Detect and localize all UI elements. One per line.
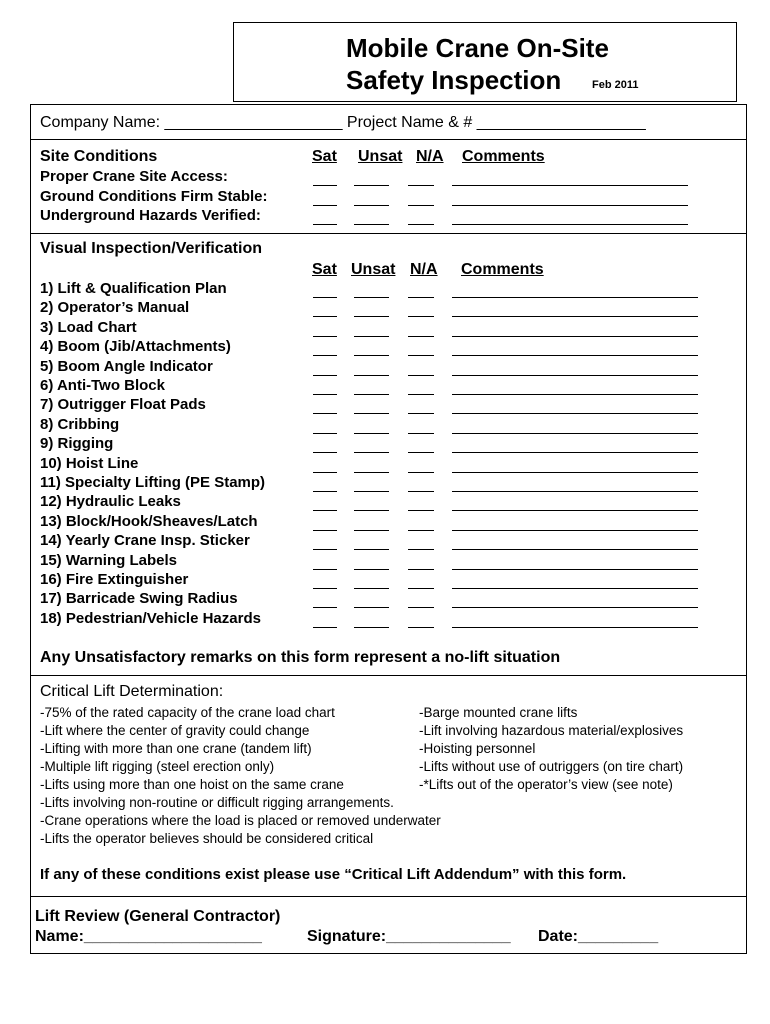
na-blank[interactable] [408,224,434,225]
sat-blank[interactable] [313,185,337,186]
inspection-item-label: 13) Block/Hook/Sheaves/Latch [40,512,258,530]
critical-lift-condition: -Lifts without use of outriggers (on tire chart) [419,759,684,774]
inspection-item-label: 1) Lift & Qualification Plan [40,280,227,297]
critical-lift-condition: -Lifts involving non-routine or difficult rigging arrangements. [40,795,394,810]
col-comments: Comments [462,148,545,165]
unsat-blank[interactable] [354,549,389,550]
na-blank[interactable] [408,205,434,206]
na-blank[interactable] [408,588,434,589]
comments-blank[interactable] [452,452,698,453]
divider [31,233,746,234]
critical-lift-condition: -75% of the rated capacity of the crane load chart [40,705,335,720]
sat-blank[interactable] [313,433,337,434]
site-condition-label: Underground Hazards Verified: [40,207,261,224]
divider [31,896,746,897]
critical-lift-condition: -Lifts using more than one hoist on the same crane [40,777,344,792]
unsat-blank[interactable] [354,205,389,206]
inspection-item-label: 5) Boom Angle Indicator [40,357,213,375]
critical-lift-condition: -Barge mounted crane lifts [419,705,578,720]
na-blank[interactable] [408,472,434,473]
na-blank[interactable] [408,452,434,453]
unsat-blank[interactable] [354,607,389,608]
addendum-note: If any of these conditions exist please use “Critical Lift Addendum” with this form. [40,866,627,883]
signature-field[interactable]: Signature:______________ [307,928,511,945]
na-blank[interactable] [408,607,434,608]
na-blank[interactable] [408,433,434,434]
sat-blank[interactable] [313,491,337,492]
comments-blank[interactable] [452,205,688,206]
unsat-blank[interactable] [354,394,389,395]
comments-blank[interactable] [452,355,698,356]
critical-lift-condition: -Lifting with more than one crane (tandem lift) [40,741,312,756]
comments-blank[interactable] [452,549,698,550]
na-blank[interactable] [408,394,434,395]
unsat-blank[interactable] [354,316,389,317]
company-project-row[interactable]: Company Name: ____________________ Project Name & # ___________________ [40,114,646,131]
sat-blank[interactable] [313,510,337,511]
sat-blank[interactable] [313,394,337,395]
form-date: Feb 2011 [592,79,639,91]
site-condition-label: Proper Crane Site Access: [40,168,228,185]
inspection-item-label: 11) Specialty Lifting (PE Stamp) [40,474,266,491]
critical-lift-condition: -Lift where the center of gravity could change [40,723,310,738]
sat-blank[interactable] [313,452,337,453]
sat-blank[interactable] [313,316,337,317]
inspection-form [30,104,747,954]
na-blank[interactable] [408,569,434,570]
inspection-item-label: 16) Fire Extinguisher [40,571,189,588]
title-box [233,22,737,102]
critical-lift-condition: -Lift involving hazardous material/explosives [419,723,684,738]
comments-blank[interactable] [452,336,698,337]
sat-blank[interactable] [313,355,337,356]
sat-blank[interactable] [313,375,337,376]
inspection-item-label: 3) Load Chart [40,318,137,336]
form-title-line1: Mobile Crane On-Site [346,33,609,63]
comments-blank[interactable] [452,530,698,531]
na-blank[interactable] [408,316,434,317]
unsat-blank[interactable] [354,433,389,434]
na-blank[interactable] [408,530,434,531]
na-blank[interactable] [408,336,434,337]
sat-blank[interactable] [313,224,337,225]
unsat-blank[interactable] [354,510,389,511]
inspection-item-label: 6) Anti-Two Block [40,377,165,394]
col-unsat: Unsat [358,148,403,165]
critical-lift-condition: -Lifts the operator believes should be considered critical [40,831,374,846]
divider [31,675,746,676]
form-title-line2: Safety Inspection [346,65,562,95]
col-unsat: Unsat [351,261,396,278]
date-field[interactable]: Date:_________ [538,928,659,945]
sat-blank[interactable] [313,530,337,531]
na-blank[interactable] [408,355,434,356]
inspection-item-label: 17) Barricade Swing Radius [40,590,238,608]
inspection-item-label: 9) Rigging [40,435,114,453]
sat-blank[interactable] [313,413,337,414]
sat-blank[interactable] [313,627,337,628]
no-lift-warning: Any Unsatisfactory remarks on this form represent a no-lift situation [40,649,561,666]
comments-blank[interactable] [452,433,698,434]
comments-blank[interactable] [452,413,698,414]
unsat-blank[interactable] [354,336,389,337]
critical-lift-condition: -Multiple lift rigging (steel erection only) [40,759,275,774]
sat-blank[interactable] [313,472,337,473]
name-field[interactable]: Name:____________________ [35,928,262,945]
comments-blank[interactable] [452,224,688,225]
na-blank[interactable] [408,549,434,550]
col-sat: Sat [312,148,337,165]
inspection-item-label: 2) Operator’s Manual [40,299,190,317]
comments-blank[interactable] [452,185,688,186]
unsat-blank[interactable] [354,224,389,225]
comments-blank[interactable] [452,569,698,570]
sat-blank[interactable] [313,607,337,608]
inspection-item-label: 8) Cribbing [40,415,120,433]
na-blank[interactable] [408,413,434,414]
unsat-blank[interactable] [354,569,389,570]
inspection-item-label: 14) Yearly Crane Insp. Sticker [40,532,250,550]
inspection-item-label: 18) Pedestrian/Vehicle Hazards [40,609,261,627]
comments-blank[interactable] [452,491,698,492]
critical-lift-condition: -*Lifts out of the operator’s view (see note) [419,777,673,792]
divider [31,139,746,140]
na-blank[interactable] [408,185,434,186]
unsat-blank[interactable] [354,491,389,492]
critical-lift-heading: Critical Lift Determination: [40,683,224,700]
inspection-item-label: 10) Hoist Line [40,454,139,472]
na-blank[interactable] [408,491,434,492]
lift-review-heading: Lift Review (General Contractor) [35,908,281,925]
unsat-blank[interactable] [354,355,389,356]
sat-blank[interactable] [313,569,337,570]
comments-blank[interactable] [452,472,698,473]
sat-blank[interactable] [313,336,337,337]
critical-lift-condition: -Crane operations where the load is placed or removed underwater [40,813,441,828]
comments-blank[interactable] [452,394,698,395]
comments-blank[interactable] [452,627,698,628]
sat-blank[interactable] [313,588,337,589]
critical-lift-condition: -Hoisting personnel [419,741,536,756]
inspection-item-label: 12) Hydraulic Leaks [40,493,181,511]
unsat-blank[interactable] [354,297,389,298]
comments-blank[interactable] [452,375,698,376]
na-blank[interactable] [408,297,434,298]
na-blank[interactable] [408,510,434,511]
unsat-blank[interactable] [354,375,389,376]
site-conditions-heading: Site Conditions [40,148,158,165]
unsat-blank[interactable] [354,530,389,531]
unsat-blank[interactable] [354,452,389,453]
col-na: N/A [416,148,444,165]
unsat-blank[interactable] [354,588,389,589]
comments-blank[interactable] [452,510,698,511]
col-na: N/A [410,261,438,278]
na-blank[interactable] [408,627,434,628]
unsat-blank[interactable] [354,472,389,473]
inspection-item-label: 4) Boom (Jib/Attachments) [40,338,231,356]
unsat-blank[interactable] [354,413,389,414]
comments-blank[interactable] [452,607,698,608]
inspection-item-label: 7) Outrigger Float Pads [40,396,206,414]
comments-blank[interactable] [452,588,698,589]
col-sat: Sat [312,261,337,278]
sat-blank[interactable] [313,297,337,298]
inspection-item-label: 15) Warning Labels [40,551,177,569]
sat-blank[interactable] [313,549,337,550]
comments-blank[interactable] [452,316,698,317]
sat-blank[interactable] [313,205,337,206]
visual-inspection-heading: Visual Inspection/Verification [40,240,262,257]
comments-blank[interactable] [452,297,698,298]
unsat-blank[interactable] [354,627,389,628]
unsat-blank[interactable] [354,185,389,186]
na-blank[interactable] [408,375,434,376]
col-comments: Comments [461,261,544,278]
site-condition-label: Ground Conditions Firm Stable: [40,187,268,205]
